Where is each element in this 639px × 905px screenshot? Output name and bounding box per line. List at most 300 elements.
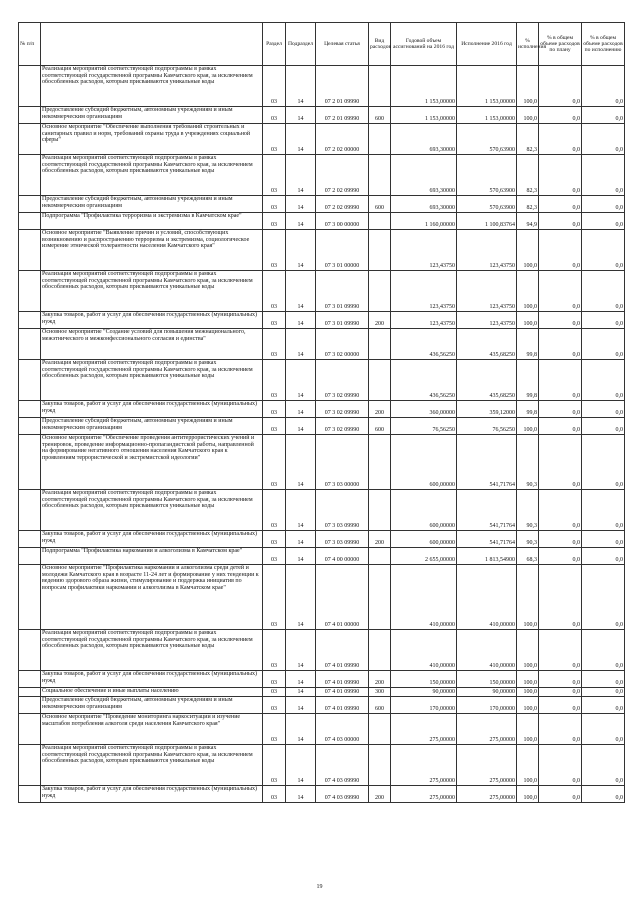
cell-csr: 07 2 01 09990: [316, 66, 369, 107]
cell-name: Предоставление субсидий бюджетным, автономным учреждениям и иным некоммерческим организациям: [41, 107, 263, 124]
cell-plan: 123,43750: [391, 271, 457, 312]
cell-vr: [369, 329, 391, 360]
cell-num: [19, 312, 41, 329]
cell-name: Основное мероприятие "Выявление причин и условий, способствующих возникновению и распространению терроризма и экстремизма, социологическое измерение этнической толерантности населения Камчатского края": [41, 230, 263, 271]
cell-sf: 0,0: [582, 66, 625, 107]
cell-r: 03: [263, 155, 286, 196]
cell-plan: 123,43750: [391, 312, 457, 329]
table-row: [19, 671, 625, 688]
cell-sp: 0,0: [539, 697, 582, 714]
cell-fact: 410,00000: [457, 630, 517, 671]
cell-num: [19, 435, 41, 490]
cell-csr: 07 4 03 00000: [316, 714, 369, 745]
cell-r: 03: [263, 490, 286, 531]
cell-plan: 275,00000: [391, 786, 457, 803]
cell-r: 03: [263, 435, 286, 490]
cell-sf: 0,0: [582, 697, 625, 714]
cell-csr: 07 4 01 09990: [316, 697, 369, 714]
header-share-plan: % в общем объеме расходов по плану: [539, 23, 582, 66]
cell-vr: [369, 435, 391, 490]
cell-fact: 435,68250: [457, 329, 517, 360]
cell-p: 14: [286, 418, 316, 435]
cell-sf: 0,0: [582, 630, 625, 671]
cell-csr: 07 4 01 09990: [316, 671, 369, 688]
cell-sf: 0,0: [582, 688, 625, 697]
cell-sf: 0,0: [582, 360, 625, 401]
header-fact: Исполнение 2016 год: [457, 23, 517, 66]
cell-pct: 100,0: [517, 745, 539, 786]
cell-num: [19, 230, 41, 271]
cell-fact: 150,00000: [457, 671, 517, 688]
cell-sp: 0,0: [539, 418, 582, 435]
cell-pct: 90,3: [517, 531, 539, 548]
cell-sf: 0,0: [582, 230, 625, 271]
cell-pct: 82,3: [517, 124, 539, 155]
table-row: [19, 155, 625, 196]
page-number: 19: [316, 884, 323, 890]
budget-table-sheet: [18, 22, 624, 803]
cell-num: [19, 531, 41, 548]
cell-fact: 170,00000: [457, 697, 517, 714]
cell-p: 14: [286, 548, 316, 565]
cell-name: Основное мероприятие "Проведение мониторинга наркоситуации и изучение масштабов потребления алкоголя среди населения Камчатского края": [41, 714, 263, 745]
table-row: [19, 329, 625, 360]
cell-vr: 200: [369, 671, 391, 688]
cell-name: Реализация мероприятий соответствующей подпрограммы в рамках соответствующей государственной программы Камчатского края, за исключением обособленных расходов, которым присваиваются уникальные коды: [41, 155, 263, 196]
cell-r: 03: [263, 66, 286, 107]
cell-sp: 0,0: [539, 745, 582, 786]
cell-vr: [369, 213, 391, 230]
cell-name: Реализация мероприятий соответствующей подпрограммы в рамках соответствующей государственной программы Камчатского края, за исключением обособленных расходов, которым присваиваются уникальные коды: [41, 630, 263, 671]
cell-r: 03: [263, 548, 286, 565]
cell-sf: 0,0: [582, 196, 625, 213]
cell-sf: 0,0: [582, 490, 625, 531]
cell-r: 03: [263, 786, 286, 803]
cell-plan: 275,00000: [391, 745, 457, 786]
cell-csr: 07 3 02 00000: [316, 329, 369, 360]
cell-p: 14: [286, 565, 316, 630]
cell-name: Основное мероприятие "Обеспечение выполнения требований строительных и санитарных правил и норм, требований охраны труда в учреждениях социальной сферы": [41, 124, 263, 155]
cell-plan: 693,30000: [391, 155, 457, 196]
cell-fact: 541,71764: [457, 490, 517, 531]
cell-csr: 07 3 01 09990: [316, 271, 369, 312]
cell-vr: [369, 548, 391, 565]
cell-sf: 0,0: [582, 565, 625, 630]
cell-sp: 0,0: [539, 196, 582, 213]
cell-fact: 123,43750: [457, 271, 517, 312]
cell-vr: 600: [369, 697, 391, 714]
cell-num: [19, 671, 41, 688]
cell-num: [19, 124, 41, 155]
cell-num: [19, 66, 41, 107]
cell-fact: 541,71764: [457, 435, 517, 490]
cell-r: 03: [263, 230, 286, 271]
cell-r: 03: [263, 213, 286, 230]
cell-plan: 410,00000: [391, 630, 457, 671]
cell-sf: 0,0: [582, 124, 625, 155]
cell-plan: 693,30000: [391, 196, 457, 213]
table-row: [19, 401, 625, 418]
cell-vr: [369, 360, 391, 401]
cell-sp: 0,0: [539, 548, 582, 565]
cell-p: 14: [286, 630, 316, 671]
cell-sf: 0,0: [582, 418, 625, 435]
cell-name: Закупка товаров, работ и услуг для обеспечения государственных (муниципальных) нужд: [41, 401, 263, 418]
cell-num: [19, 786, 41, 803]
cell-sp: 0,0: [539, 124, 582, 155]
cell-pct: 82,3: [517, 155, 539, 196]
table-row: [19, 107, 625, 124]
cell-name: Реализация мероприятий соответствующей подпрограммы в рамках соответствующей государственной программы Камчатского края, за исключением обособленных расходов, которым присваиваются уникальные коды: [41, 360, 263, 401]
table-row: [19, 196, 625, 213]
table-row: [19, 565, 625, 630]
header-csr: Целевая статья: [316, 23, 369, 66]
cell-fact: 123,43750: [457, 312, 517, 329]
cell-sp: 0,0: [539, 401, 582, 418]
cell-pct: 100,0: [517, 697, 539, 714]
cell-p: 14: [286, 688, 316, 697]
cell-r: 03: [263, 124, 286, 155]
cell-pct: 68,3: [517, 548, 539, 565]
cell-sp: 0,0: [539, 107, 582, 124]
cell-plan: 436,56250: [391, 329, 457, 360]
cell-csr: 07 3 01 00000: [316, 230, 369, 271]
cell-plan: 1 153,00000: [391, 107, 457, 124]
table-row: [19, 548, 625, 565]
cell-r: 03: [263, 714, 286, 745]
cell-r: 03: [263, 531, 286, 548]
cell-sp: 0,0: [539, 671, 582, 688]
cell-p: 14: [286, 271, 316, 312]
cell-pct: 100,0: [517, 565, 539, 630]
cell-vr: 600: [369, 418, 391, 435]
cell-vr: 600: [369, 107, 391, 124]
cell-sf: 0,0: [582, 548, 625, 565]
cell-sp: 0,0: [539, 155, 582, 196]
cell-sp: 0,0: [539, 490, 582, 531]
cell-csr: 07 4 01 09990: [316, 630, 369, 671]
cell-pct: 100,0: [517, 271, 539, 312]
cell-sp: 0,0: [539, 688, 582, 697]
cell-csr: 07 4 01 09990: [316, 688, 369, 697]
cell-name: Реализация мероприятий соответствующей подпрограммы в рамках соответствующей государственной программы Камчатского края, за исключением обособленных расходов, которым присваиваются уникальные коды: [41, 271, 263, 312]
cell-sp: 0,0: [539, 271, 582, 312]
cell-pct: 99,8: [517, 360, 539, 401]
cell-fact: 90,00000: [457, 688, 517, 697]
cell-num: [19, 490, 41, 531]
cell-csr: 07 4 03 09990: [316, 745, 369, 786]
cell-p: 14: [286, 360, 316, 401]
cell-csr: 07 3 01 09990: [316, 312, 369, 329]
cell-pct: 100,0: [517, 230, 539, 271]
cell-plan: 76,56250: [391, 418, 457, 435]
header-plan: Годовой объем ассигнований на 2016 год: [391, 23, 457, 66]
cell-fact: 275,00000: [457, 714, 517, 745]
cell-sf: 0,0: [582, 786, 625, 803]
cell-vr: [369, 124, 391, 155]
cell-vr: [369, 714, 391, 745]
cell-sp: 0,0: [539, 312, 582, 329]
cell-fact: 570,63900: [457, 155, 517, 196]
cell-csr: 07 3 02 09990: [316, 360, 369, 401]
table-row: [19, 230, 625, 271]
cell-name: Закупка товаров, работ и услуг для обеспечения государственных (муниципальных) нужд: [41, 531, 263, 548]
table-row: [19, 312, 625, 329]
cell-p: 14: [286, 490, 316, 531]
cell-p: 14: [286, 401, 316, 418]
table-row: [19, 630, 625, 671]
cell-num: [19, 155, 41, 196]
cell-fact: 541,71764: [457, 531, 517, 548]
cell-sf: 0,0: [582, 213, 625, 230]
table-row: [19, 490, 625, 531]
cell-fact: 435,68250: [457, 360, 517, 401]
cell-plan: 150,00000: [391, 671, 457, 688]
cell-csr: 07 3 00 00000: [316, 213, 369, 230]
cell-pct: 99,8: [517, 401, 539, 418]
cell-sp: 0,0: [539, 329, 582, 360]
table-row: [19, 418, 625, 435]
cell-csr: 07 3 02 09990: [316, 418, 369, 435]
cell-fact: 123,43750: [457, 230, 517, 271]
cell-num: [19, 630, 41, 671]
table-row: [19, 697, 625, 714]
cell-vr: 600: [369, 196, 391, 213]
cell-p: 14: [286, 155, 316, 196]
cell-name: Основное мероприятие "Обеспечение проведения антитеррористических учений и тренировок, проведение информационно-пропагандистской работы, направленной на формирование негативного отношения населения Камчатского края к проявлениям террористической и экстремистской идеологии": [41, 435, 263, 490]
cell-fact: 1 813,54900: [457, 548, 517, 565]
cell-plan: 436,56250: [391, 360, 457, 401]
table-row: [19, 66, 625, 107]
table-row: [19, 213, 625, 230]
cell-sp: 0,0: [539, 630, 582, 671]
cell-num: [19, 196, 41, 213]
cell-pct: 99,8: [517, 329, 539, 360]
cell-pct: 100,0: [517, 671, 539, 688]
cell-pct: 90,3: [517, 490, 539, 531]
cell-pct: 100,0: [517, 630, 539, 671]
cell-plan: 600,00000: [391, 531, 457, 548]
cell-p: 14: [286, 312, 316, 329]
cell-name: Предоставление субсидий бюджетным, автономным учреждениям и иным некоммерческим организациям: [41, 196, 263, 213]
cell-plan: 600,00000: [391, 435, 457, 490]
cell-p: 14: [286, 213, 316, 230]
cell-name: Закупка товаров, работ и услуг для обеспечения государственных (муниципальных) нужд: [41, 312, 263, 329]
cell-p: 14: [286, 697, 316, 714]
cell-vr: 300: [369, 688, 391, 697]
cell-num: [19, 418, 41, 435]
cell-vr: [369, 271, 391, 312]
header-podrazdel: Подраздел: [286, 23, 316, 66]
cell-p: 14: [286, 196, 316, 213]
cell-vr: [369, 745, 391, 786]
cell-num: [19, 401, 41, 418]
cell-name: Социальное обеспечение и иные выплаты населению: [41, 688, 263, 697]
cell-name: Предоставление субсидий бюджетным, автономным учреждениям и иным некоммерческим организациям: [41, 418, 263, 435]
cell-csr: 07 3 02 09990: [316, 401, 369, 418]
table-row: [19, 745, 625, 786]
cell-name: Основное мероприятие "Создание условий для повышения межнационального, межэтнического и межконфессионального согласия и единства": [41, 329, 263, 360]
cell-sp: 0,0: [539, 531, 582, 548]
cell-csr: 07 2 02 09990: [316, 155, 369, 196]
cell-r: 03: [263, 630, 286, 671]
cell-r: 03: [263, 107, 286, 124]
cell-plan: 275,00000: [391, 714, 457, 745]
table-row: [19, 531, 625, 548]
cell-p: 14: [286, 124, 316, 155]
cell-plan: 90,00000: [391, 688, 457, 697]
cell-sf: 0,0: [582, 155, 625, 196]
cell-fact: 275,00000: [457, 786, 517, 803]
cell-fact: 410,00000: [457, 565, 517, 630]
cell-r: 03: [263, 360, 286, 401]
cell-plan: 1 153,00000: [391, 66, 457, 107]
cell-csr: 07 4 03 09990: [316, 786, 369, 803]
cell-p: 14: [286, 230, 316, 271]
cell-sp: 0,0: [539, 565, 582, 630]
cell-r: 03: [263, 271, 286, 312]
cell-name: Реализация мероприятий соответствующей подпрограммы в рамках соответствующей государственной программы Камчатского края, за исключением обособленных расходов, которым присваиваются уникальные коды: [41, 745, 263, 786]
cell-sp: 0,0: [539, 66, 582, 107]
cell-csr: 07 3 03 00000: [316, 435, 369, 490]
table-row: [19, 271, 625, 312]
cell-vr: 200: [369, 531, 391, 548]
cell-sf: 0,0: [582, 329, 625, 360]
cell-sf: 0,0: [582, 107, 625, 124]
cell-vr: [369, 490, 391, 531]
cell-fact: 570,63900: [457, 124, 517, 155]
cell-sf: 0,0: [582, 714, 625, 745]
cell-fact: 359,12000: [457, 401, 517, 418]
cell-pct: 90,3: [517, 435, 539, 490]
cell-fact: 275,00000: [457, 745, 517, 786]
cell-p: 14: [286, 329, 316, 360]
table-row: [19, 435, 625, 490]
cell-r: 03: [263, 688, 286, 697]
cell-r: 03: [263, 745, 286, 786]
cell-r: 03: [263, 196, 286, 213]
cell-num: [19, 714, 41, 745]
cell-plan: 600,00000: [391, 490, 457, 531]
cell-sf: 0,0: [582, 271, 625, 312]
cell-num: [19, 360, 41, 401]
header-name: [41, 23, 263, 66]
header-pct: % исполнения: [517, 23, 539, 66]
cell-r: 03: [263, 697, 286, 714]
cell-plan: 2 655,00000: [391, 548, 457, 565]
cell-r: 03: [263, 565, 286, 630]
cell-pct: 100,0: [517, 66, 539, 107]
cell-pct: 100,0: [517, 688, 539, 697]
cell-fact: 1 153,00000: [457, 107, 517, 124]
table-row: [19, 360, 625, 401]
cell-name: Подпрограмма "Профилактика наркомании и алкоголизма в Камчатском крае": [41, 548, 263, 565]
header-vr: Вид расходов: [369, 23, 391, 66]
cell-p: 14: [286, 671, 316, 688]
cell-fact: 76,56250: [457, 418, 517, 435]
cell-p: 14: [286, 435, 316, 490]
cell-sf: 0,0: [582, 312, 625, 329]
cell-num: [19, 213, 41, 230]
cell-r: 03: [263, 418, 286, 435]
table-header-row: [19, 23, 625, 66]
cell-plan: 693,30000: [391, 124, 457, 155]
cell-vr: [369, 565, 391, 630]
cell-num: [19, 107, 41, 124]
cell-plan: 170,00000: [391, 697, 457, 714]
cell-plan: 1 160,00000: [391, 213, 457, 230]
cell-csr: 07 3 03 09990: [316, 531, 369, 548]
cell-sf: 0,0: [582, 531, 625, 548]
header-razdel: Раздел: [263, 23, 286, 66]
cell-p: 14: [286, 531, 316, 548]
cell-name: Реализация мероприятий соответствующей подпрограммы в рамках соответствующей государственной программы Камчатского края, за исключением обособленных расходов, которым присваиваются уникальные коды: [41, 490, 263, 531]
table-row: [19, 786, 625, 803]
cell-sf: 0,0: [582, 435, 625, 490]
cell-num: [19, 329, 41, 360]
table-row: [19, 124, 625, 155]
cell-num: [19, 271, 41, 312]
cell-pct: 100,0: [517, 312, 539, 329]
cell-name: Реализация мероприятий соответствующей подпрограммы в рамках соответствующей государственной программы Камчатского края, за исключением обособленных расходов, которым присваиваются уникальные коды: [41, 66, 263, 107]
cell-vr: 200: [369, 312, 391, 329]
cell-p: 14: [286, 786, 316, 803]
cell-pct: 100,0: [517, 418, 539, 435]
cell-num: [19, 697, 41, 714]
cell-r: 03: [263, 329, 286, 360]
cell-name: Закупка товаров, работ и услуг для обеспечения государственных (муниципальных) нужд: [41, 786, 263, 803]
cell-name: Основное мероприятие "Профилактика наркомании и алкоголизма среди детей и молодежи Камчатского края в возрасте 11-24 лет и формирование у них тенденции к ведению здорового образа жизни, стимулирование и поддержка инициатив по вопросам профилактики наркомании и алкоголизма в Камчатском крае": [41, 565, 263, 630]
cell-name: Закупка товаров, работ и услуг для обеспечения государственных (муниципальных) нужд: [41, 671, 263, 688]
cell-csr: 07 2 02 09990: [316, 196, 369, 213]
cell-sp: 0,0: [539, 360, 582, 401]
cell-pct: 100,0: [517, 107, 539, 124]
table-body: [19, 66, 625, 803]
cell-csr: 07 4 01 00000: [316, 565, 369, 630]
cell-p: 14: [286, 66, 316, 107]
cell-r: 03: [263, 401, 286, 418]
cell-csr: 07 4 00 00000: [316, 548, 369, 565]
cell-num: [19, 548, 41, 565]
cell-num: [19, 688, 41, 697]
cell-vr: 200: [369, 786, 391, 803]
cell-r: 03: [263, 671, 286, 688]
cell-fact: 1 100,83764: [457, 213, 517, 230]
cell-name: Предоставление субсидий бюджетным, автономным учреждениям и иным некоммерческим организациям: [41, 697, 263, 714]
table-row: [19, 688, 625, 697]
cell-sp: 0,0: [539, 230, 582, 271]
cell-num: [19, 565, 41, 630]
cell-csr: 07 3 03 09990: [316, 490, 369, 531]
cell-pct: 100,0: [517, 714, 539, 745]
cell-plan: 123,43750: [391, 230, 457, 271]
cell-p: 14: [286, 107, 316, 124]
cell-fact: 1 153,00000: [457, 66, 517, 107]
table-row: [19, 714, 625, 745]
cell-pct: 94,9: [517, 213, 539, 230]
cell-num: [19, 745, 41, 786]
cell-p: 14: [286, 714, 316, 745]
cell-pct: 82,3: [517, 196, 539, 213]
cell-vr: [369, 630, 391, 671]
cell-p: 14: [286, 745, 316, 786]
budget-execution-table: [18, 22, 625, 803]
cell-plan: 360,00000: [391, 401, 457, 418]
cell-sp: 0,0: [539, 213, 582, 230]
cell-fact: 570,63900: [457, 196, 517, 213]
cell-sp: 0,0: [539, 786, 582, 803]
cell-sp: 0,0: [539, 435, 582, 490]
